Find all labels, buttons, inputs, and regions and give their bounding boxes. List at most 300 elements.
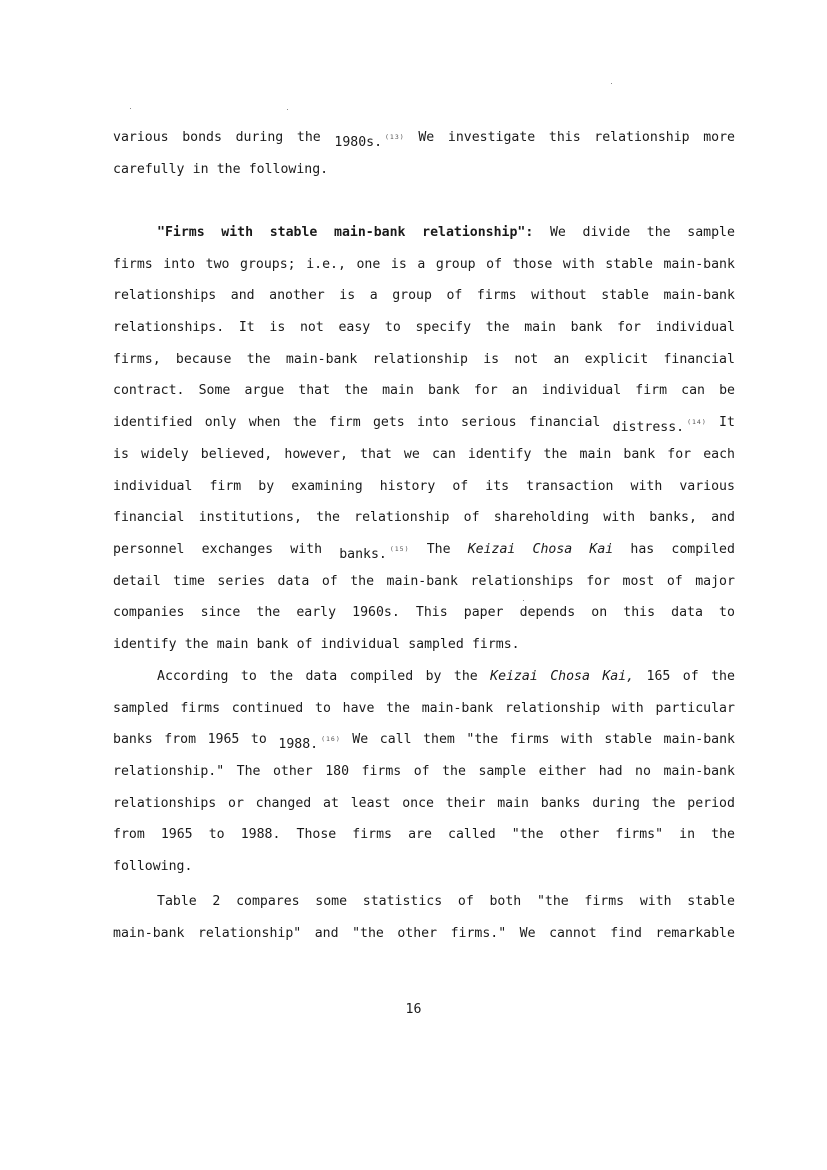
word-text: "Firms bbox=[157, 225, 205, 240]
word bbox=[251, 724, 267, 756]
word bbox=[278, 724, 340, 756]
word bbox=[601, 280, 649, 312]
word-text: of bbox=[486, 256, 503, 272]
word-text: firms bbox=[476, 288, 517, 304]
word bbox=[293, 407, 317, 439]
word bbox=[520, 918, 536, 950]
word bbox=[356, 249, 380, 281]
word-text: can bbox=[431, 446, 456, 462]
word bbox=[212, 886, 220, 918]
word-text: data bbox=[671, 605, 703, 621]
word-text: is bbox=[390, 256, 407, 272]
word-text: easy bbox=[338, 320, 371, 336]
word bbox=[591, 597, 607, 629]
word-text: cannot bbox=[549, 925, 597, 941]
word-text: to bbox=[250, 732, 267, 748]
word-text: of bbox=[457, 894, 474, 909]
word bbox=[240, 249, 296, 281]
paragraph bbox=[113, 886, 735, 949]
word bbox=[113, 756, 224, 788]
word bbox=[664, 724, 735, 756]
word bbox=[180, 693, 220, 725]
word bbox=[339, 280, 355, 312]
word-text: the bbox=[256, 605, 281, 621]
word bbox=[452, 471, 468, 503]
word bbox=[448, 122, 535, 154]
word bbox=[561, 724, 593, 756]
paragraph bbox=[113, 217, 735, 661]
word-text: contract. bbox=[113, 383, 185, 399]
word-text: statistics bbox=[362, 894, 443, 909]
word bbox=[249, 154, 328, 186]
word bbox=[306, 249, 346, 281]
word-text: not bbox=[514, 351, 539, 367]
text-line bbox=[113, 122, 735, 154]
word bbox=[549, 918, 597, 950]
word-text: financial bbox=[113, 510, 185, 526]
word bbox=[351, 788, 391, 820]
word bbox=[486, 249, 502, 281]
word-text: data bbox=[277, 573, 310, 589]
word bbox=[613, 407, 707, 439]
word bbox=[241, 819, 281, 851]
word-text: the bbox=[344, 383, 368, 399]
word bbox=[681, 375, 705, 407]
word bbox=[387, 566, 458, 598]
word-text: some bbox=[315, 894, 348, 909]
word bbox=[663, 249, 734, 281]
footnote-marker: (13) bbox=[385, 133, 405, 141]
word-text: at bbox=[323, 795, 339, 811]
word bbox=[640, 886, 672, 918]
word-text: i.e., bbox=[306, 256, 346, 272]
word-text: the bbox=[292, 415, 317, 431]
word bbox=[352, 918, 384, 950]
word bbox=[404, 439, 420, 471]
word-text: group bbox=[392, 288, 432, 304]
word bbox=[113, 344, 161, 376]
word bbox=[512, 819, 544, 851]
word-text: only bbox=[204, 415, 237, 431]
word bbox=[322, 566, 338, 598]
word-text: series bbox=[217, 573, 266, 589]
word bbox=[623, 439, 655, 471]
word bbox=[472, 629, 520, 661]
word-text: relationships bbox=[113, 288, 217, 304]
word-text: investigate bbox=[447, 130, 536, 145]
word bbox=[563, 249, 595, 281]
word-text: with bbox=[639, 894, 672, 909]
word bbox=[113, 407, 192, 439]
word bbox=[667, 566, 683, 598]
word-text: relationships. bbox=[113, 320, 225, 336]
word-text: or bbox=[228, 795, 244, 811]
word bbox=[182, 122, 222, 154]
word-text: relationship bbox=[504, 700, 601, 716]
word-text: stable bbox=[687, 894, 735, 909]
word-text: relationships bbox=[113, 795, 217, 811]
word-text: relationships bbox=[470, 573, 574, 589]
word bbox=[719, 597, 735, 629]
word-text: firms, bbox=[113, 351, 161, 367]
word-text: identify bbox=[467, 446, 532, 462]
word bbox=[382, 375, 414, 407]
word-text: banks, bbox=[649, 510, 697, 526]
word-text: history bbox=[379, 478, 436, 494]
word bbox=[671, 534, 735, 566]
word-text: of bbox=[463, 510, 480, 526]
word-text: main bbox=[524, 320, 556, 336]
word bbox=[610, 918, 642, 950]
scan-speck bbox=[611, 83, 612, 84]
word-text: group bbox=[435, 256, 476, 272]
word bbox=[113, 249, 153, 281]
word-text: however, bbox=[284, 446, 348, 462]
text-line bbox=[113, 249, 735, 281]
text-line bbox=[113, 693, 735, 725]
word-text: 1965 bbox=[207, 732, 240, 748]
word-text: identified bbox=[113, 415, 193, 431]
word bbox=[537, 886, 569, 918]
word bbox=[584, 886, 624, 918]
word bbox=[397, 918, 437, 950]
word bbox=[571, 312, 603, 344]
word bbox=[416, 597, 448, 629]
paragraph bbox=[113, 122, 735, 185]
word bbox=[291, 471, 362, 503]
word bbox=[417, 407, 449, 439]
word-text: firms. bbox=[471, 636, 520, 652]
word-text: call bbox=[379, 732, 412, 748]
word bbox=[391, 249, 407, 281]
word bbox=[185, 629, 209, 661]
word-text: firms bbox=[352, 827, 392, 843]
word-text: by bbox=[258, 478, 275, 494]
word bbox=[241, 661, 257, 693]
word bbox=[417, 249, 425, 281]
word-text: main bbox=[216, 636, 249, 652]
text-line bbox=[113, 629, 735, 661]
word bbox=[258, 471, 274, 503]
word bbox=[414, 756, 430, 788]
text-line bbox=[113, 661, 735, 693]
text-line bbox=[113, 217, 735, 249]
word-text: with bbox=[611, 700, 644, 716]
word bbox=[161, 819, 193, 851]
word-text: firm bbox=[328, 415, 361, 431]
word-text: detail bbox=[113, 573, 161, 589]
word-text: shareholding bbox=[493, 510, 590, 526]
word-text: their bbox=[445, 795, 486, 811]
word bbox=[533, 534, 573, 566]
word-text: is bbox=[269, 320, 286, 336]
word bbox=[249, 407, 281, 439]
word-text: Keizai bbox=[490, 669, 538, 684]
word bbox=[202, 534, 273, 566]
word bbox=[464, 597, 504, 629]
text-line bbox=[113, 851, 735, 883]
word-text: specify bbox=[415, 320, 472, 336]
word-text: "the bbox=[536, 894, 569, 909]
text-line bbox=[113, 154, 735, 186]
word-text: has bbox=[630, 541, 655, 557]
word bbox=[695, 566, 735, 598]
word bbox=[524, 312, 556, 344]
word-text: is bbox=[113, 446, 129, 462]
word-text: firms bbox=[361, 764, 402, 780]
word bbox=[649, 502, 697, 534]
word bbox=[237, 756, 261, 788]
word bbox=[531, 280, 587, 312]
word-text: no bbox=[635, 764, 651, 780]
word bbox=[418, 122, 434, 154]
word bbox=[373, 407, 405, 439]
word-text: serious bbox=[461, 415, 517, 431]
word-text: we bbox=[403, 446, 420, 462]
paragraph bbox=[113, 661, 735, 883]
word bbox=[422, 217, 533, 249]
word-text: either bbox=[538, 764, 587, 780]
word-text: changed bbox=[255, 795, 312, 811]
word bbox=[113, 375, 184, 407]
word bbox=[466, 724, 498, 756]
word bbox=[512, 375, 528, 407]
word-text: without bbox=[531, 288, 587, 304]
word bbox=[228, 788, 244, 820]
word bbox=[514, 344, 538, 376]
text-line bbox=[113, 534, 735, 566]
word bbox=[350, 566, 374, 598]
text-line bbox=[113, 819, 735, 851]
word-text: for bbox=[617, 320, 641, 336]
word bbox=[719, 375, 735, 407]
word-text: are bbox=[408, 827, 432, 843]
word-text: the bbox=[350, 573, 375, 589]
word-text: following. bbox=[248, 161, 329, 177]
text-line bbox=[113, 344, 735, 376]
word-text: believed, bbox=[200, 446, 273, 462]
word-text: of bbox=[682, 669, 699, 684]
word-text: various bbox=[113, 130, 169, 145]
word-text: relationship" bbox=[197, 925, 302, 941]
word bbox=[256, 597, 280, 629]
word bbox=[586, 566, 610, 598]
word-text: gets bbox=[372, 415, 405, 431]
word-text: not bbox=[299, 320, 324, 336]
word bbox=[297, 122, 321, 154]
word-text: its bbox=[485, 478, 510, 494]
word bbox=[362, 756, 402, 788]
word-text: each bbox=[703, 446, 735, 462]
word-text: firm bbox=[209, 478, 242, 494]
word-text: the bbox=[386, 700, 410, 716]
word-text: and bbox=[711, 510, 735, 526]
word bbox=[157, 886, 197, 918]
word-text: for bbox=[473, 383, 498, 399]
word bbox=[380, 724, 412, 756]
text-line bbox=[113, 788, 735, 820]
word-text: Kai, bbox=[602, 669, 635, 684]
word-text: two bbox=[205, 256, 230, 272]
word-text: Those bbox=[296, 827, 337, 843]
word-text: 1960s. bbox=[352, 605, 400, 621]
word bbox=[550, 217, 566, 249]
word bbox=[612, 693, 644, 725]
word bbox=[656, 693, 735, 725]
word bbox=[711, 502, 735, 534]
word bbox=[209, 819, 225, 851]
word-text: can bbox=[681, 383, 705, 399]
word-text: stable bbox=[605, 256, 653, 272]
word bbox=[217, 629, 249, 661]
word bbox=[198, 918, 301, 950]
word-text: period bbox=[687, 795, 735, 811]
word-text: main-bank bbox=[663, 256, 735, 272]
word-text: this bbox=[548, 130, 581, 145]
word-text: main-bank bbox=[113, 925, 185, 941]
word-text: find bbox=[610, 925, 642, 941]
word bbox=[244, 375, 284, 407]
word-text: explicit bbox=[584, 351, 649, 367]
word bbox=[687, 788, 735, 820]
word-text: relationship bbox=[372, 351, 468, 367]
word-text: the bbox=[711, 669, 735, 684]
word bbox=[541, 788, 581, 820]
text-line bbox=[113, 502, 735, 534]
word-text: stable bbox=[604, 732, 652, 748]
word-text: of bbox=[452, 478, 469, 494]
word bbox=[656, 312, 735, 344]
word-text: Chosa bbox=[532, 541, 573, 557]
word bbox=[164, 724, 196, 756]
word-text: identify bbox=[113, 636, 177, 652]
word bbox=[373, 344, 468, 376]
word bbox=[247, 344, 271, 376]
word-text: Table bbox=[157, 894, 197, 909]
word bbox=[513, 249, 553, 281]
text-line bbox=[113, 597, 735, 629]
word-text: other bbox=[272, 764, 313, 780]
word bbox=[468, 439, 532, 471]
word bbox=[623, 597, 655, 629]
word bbox=[474, 375, 498, 407]
word-text: firm bbox=[635, 383, 668, 399]
word bbox=[157, 661, 228, 693]
word-text: that bbox=[360, 446, 392, 462]
word-text: with bbox=[630, 478, 663, 494]
word bbox=[343, 693, 375, 725]
word bbox=[163, 249, 195, 281]
word-text: those bbox=[512, 256, 553, 272]
word-text: a bbox=[417, 256, 426, 272]
word-text: examining bbox=[291, 478, 363, 494]
word bbox=[589, 534, 613, 566]
word-text: bank bbox=[623, 446, 656, 462]
word-text: to bbox=[384, 320, 401, 336]
word-text: of bbox=[413, 764, 430, 780]
word bbox=[489, 886, 521, 918]
word-text: banks bbox=[113, 732, 153, 748]
word bbox=[490, 661, 538, 693]
word bbox=[232, 693, 303, 725]
word-text: "the bbox=[352, 925, 384, 941]
word bbox=[599, 756, 623, 788]
word bbox=[422, 693, 493, 725]
word-text: is bbox=[483, 351, 500, 367]
word-text: the bbox=[646, 225, 671, 240]
text-line bbox=[113, 886, 735, 918]
word bbox=[594, 122, 689, 154]
word-text: sample bbox=[478, 764, 527, 780]
word bbox=[352, 819, 392, 851]
text-line bbox=[113, 407, 735, 439]
word-text: transaction bbox=[526, 478, 614, 494]
word-text: with bbox=[561, 732, 593, 748]
word bbox=[350, 661, 414, 693]
word-text: least bbox=[350, 795, 391, 811]
text-line bbox=[113, 375, 735, 407]
word-text: sampled bbox=[113, 700, 169, 716]
word bbox=[583, 217, 631, 249]
word-text: 1980s. bbox=[334, 135, 383, 150]
word bbox=[141, 439, 189, 471]
word bbox=[477, 280, 517, 312]
word-text: It bbox=[238, 320, 255, 336]
word bbox=[113, 693, 169, 725]
word-text: on bbox=[591, 605, 608, 621]
word bbox=[217, 566, 265, 598]
word bbox=[370, 280, 378, 312]
word bbox=[113, 312, 224, 344]
word-text: that bbox=[298, 383, 331, 399]
word bbox=[468, 534, 516, 566]
word-text: financial bbox=[528, 415, 601, 431]
word bbox=[352, 597, 400, 629]
word bbox=[113, 851, 192, 883]
word-text: time bbox=[173, 573, 205, 589]
word bbox=[113, 788, 216, 820]
word bbox=[113, 154, 184, 186]
word bbox=[236, 122, 284, 154]
word-text: firms" bbox=[615, 827, 664, 843]
word bbox=[711, 661, 735, 693]
word bbox=[442, 756, 466, 788]
word-text: had bbox=[598, 764, 623, 780]
word-text: Chosa bbox=[550, 669, 590, 684]
word-text: of bbox=[666, 573, 683, 589]
word-text: during bbox=[235, 130, 284, 145]
word-text: firms bbox=[180, 700, 221, 716]
word bbox=[408, 629, 464, 661]
word-text: distress. bbox=[612, 420, 685, 436]
word bbox=[510, 724, 550, 756]
word bbox=[113, 471, 192, 503]
word bbox=[526, 471, 613, 503]
word-text: compares bbox=[236, 894, 300, 909]
word bbox=[549, 122, 581, 154]
word-text: the bbox=[184, 636, 209, 652]
word-text: the bbox=[485, 320, 510, 336]
word bbox=[458, 886, 474, 918]
word bbox=[635, 756, 651, 788]
word-text: stable bbox=[601, 288, 649, 304]
word bbox=[617, 312, 641, 344]
word bbox=[423, 724, 455, 756]
word-text: one bbox=[356, 256, 381, 272]
word bbox=[352, 724, 368, 756]
word bbox=[703, 122, 735, 154]
word bbox=[623, 566, 655, 598]
